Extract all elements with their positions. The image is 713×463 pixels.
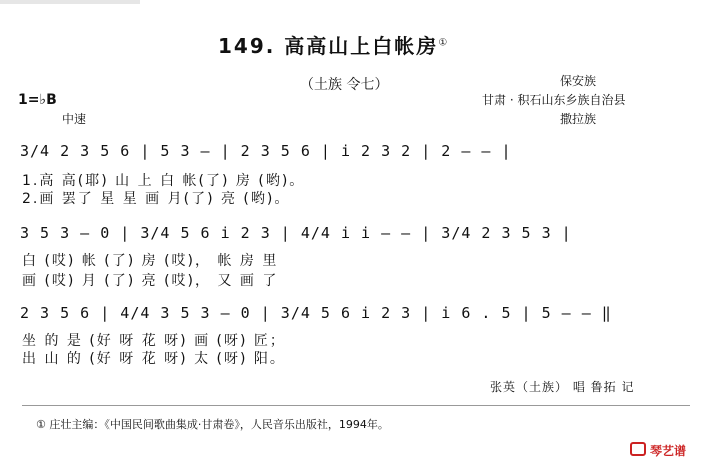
- performer-credit: 张英（土族） 唱 鲁拓 记: [490, 380, 635, 394]
- song-subtitle: （土族 令七）: [300, 77, 389, 93]
- lyric-row-1-verse-2: 2.画 罢了 星 星 画 月(了) 亮 (哟)。: [22, 191, 291, 207]
- footnote-text: ① 庄壮主编：《中国民间歌曲集成·甘肃卷》，人民音乐出版社，1994年。: [36, 418, 389, 431]
- watermark-logo: [628, 440, 708, 460]
- watermark-text: 琴艺谱: [650, 444, 687, 458]
- footnote-marker: ①: [438, 37, 450, 49]
- attribution-line-3: 撒拉族: [560, 112, 597, 126]
- footnote-divider: [22, 405, 690, 406]
- attribution-line-1: 保安族: [560, 74, 597, 88]
- lyric-row-2-verse-2: 画 (哎) 月 (了) 亮 (哎)， 又 画 了: [22, 273, 279, 289]
- song-title-text: 149. 高高山上白帐房: [218, 34, 439, 58]
- watermark-icon: [630, 442, 646, 456]
- score-row-1: 3/4 2 3 5 6 | 5 3 — | 2 3 5 6 | i 2 3 2 | 2 — — |: [20, 142, 512, 160]
- attribution-line-2: 甘肃 · 积石山东乡族自治县: [482, 93, 626, 107]
- lyric-row-1-verse-1: 1.高 高(耶) 山 上 白 帐(了) 房 (哟)。: [22, 173, 306, 189]
- lyric-row-3-verse-2: 出 山 的 (好 呀 花 呀) 太 (呀) 阳。: [22, 351, 286, 367]
- song-title: [218, 30, 449, 59]
- score-row-2: 3 5 3 — 0 | 3/4 5 6 i 2 3 | 4/4 i i — — | 3/4 2 3 5 3 |: [20, 224, 572, 242]
- top-border-line: [0, 0, 140, 4]
- lyric-row-2-verse-1: 白 (哎) 帐 (了) 房 (哎)， 帐 房 里: [22, 253, 279, 269]
- tempo-marking: 中速: [62, 112, 87, 126]
- key-signature: 1=♭B: [18, 92, 57, 108]
- lyric-row-3-verse-1: 坐 的 是 (好 呀 花 呀) 画 (呀) 匠；: [22, 333, 286, 349]
- score-row-3: 2 3 5 6 | 4/4 3 5 3 — 0 | 3/4 5 6 i 2 3 | i 6 . 5 | 5 — — ‖: [20, 304, 612, 322]
